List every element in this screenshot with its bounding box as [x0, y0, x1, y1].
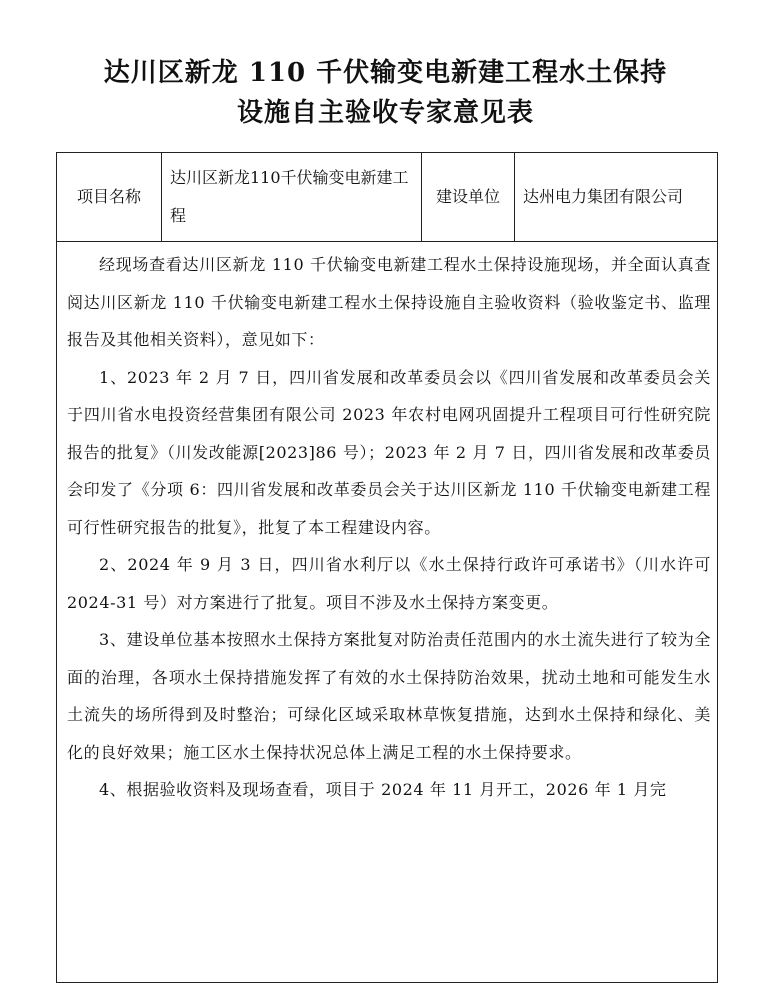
- opinion-body: [57, 242, 717, 982]
- opinion-form-table: [56, 152, 718, 983]
- opinion-intro: 经现场查看达川区新龙 110 千伏输变电新建工程水土保持设施现场，并全面认真查阅达川区新龙 110 千伏输变电新建工程水土保持设施自主验收资料（验收鉴定书、监理报告及其他相关资料），意见如下：: [67, 255, 711, 349]
- opinion-cell: [57, 242, 718, 983]
- opinion-item-3: 3、建设单位基本按照水土保持方案批复对防治责任范围内的水土流失进行了较为全面的治理，各项水土保持措施发挥了有效的水土保持防治效果，扰动土地和可能发生水土流失的场所得到及时整治；可绿化区域采取林草恢复措施，达到水土保持和绿化、美化的良好效果；施工区水土保持状况总体上满足工程的水土保持要求。: [67, 630, 711, 762]
- builder-label: 建设单位: [422, 153, 515, 242]
- document-title-line1: 达川区新龙 110 千伏输变电新建工程水土保持: [103, 58, 668, 88]
- opinion-item-4: 4、根据验收资料及现场查看，项目于 2024 年 11 月开工，2026 年 1 月完: [99, 780, 667, 799]
- opinion-item-1: 1、2023 年 2 月 7 日，四川省发展和改革委员会以《四川省发展和改革委员会关于四川省水电投资经营集团有限公司 2023 年农村电网巩固提升工程项目可行性研究院报告的批复》（川发改能源[2023]86 号）；2023 年 2 月 7 日，四川省发展和改革委员会印发了《分项 6：四川省发展和改革委员会关于达川区新龙 110 千伏输变电新建工程可行性研究报告的批复》，批复了本工程建设内容。: [67, 367, 711, 537]
- project-name-value: 达川区新龙110千伏输变电新建工程: [162, 153, 422, 242]
- opinion-item-2: 2、2024 年 9 月 3 日，四川省水利厅以《水土保持行政许可承诺书》（川水许可 2024-31 号）对方案进行了批复。项目不涉及水土保持方案变更。: [67, 555, 711, 612]
- header-row: [57, 153, 718, 242]
- opinion-row: [57, 242, 718, 983]
- builder-value: 达州电力集团有限公司: [515, 153, 718, 242]
- document-title-line2: 设施自主验收专家意见表: [236, 98, 534, 128]
- project-name-label: 项目名称: [57, 153, 162, 242]
